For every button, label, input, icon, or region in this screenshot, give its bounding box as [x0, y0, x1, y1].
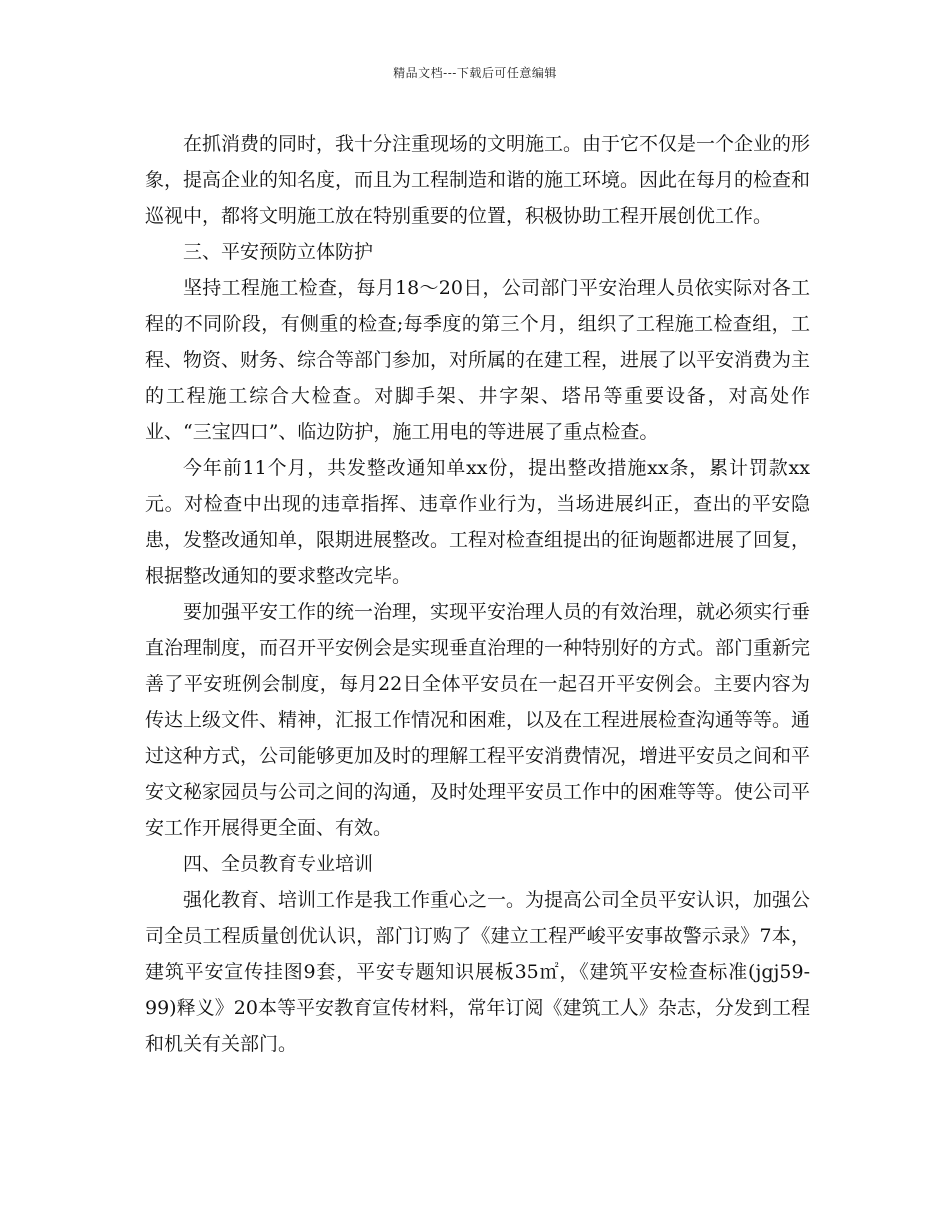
document-body: [145, 126, 810, 1062]
paragraph-civilized-construction: 在抓消费的同时，我十分注重现场的文明施工。由于它不仅是一个企业的形象，提高企业的知名度，而且为工程制造和谐的施工环境。因此在每月的检查和巡视中，都将文明施工放在特别重要的位置，积极协助工程开展创优工作。: [145, 133, 811, 227]
section-heading-4: 四、全员教育专业培训: [183, 853, 374, 875]
paragraph-rectification: 今年前11个月，共发整改通知单xx份，提出整改措施xx条，累计罚款xx元。对检查中出现的违章指挥、违章作业行为，当场进展纠正，查出的平安隐患，发整改通知单，限期进展整改。工程对检查组提出的征询题都进展了回复，根据整改通知的要求整改完毕。: [145, 457, 811, 587]
paragraph-education-training: 强化教育、培训工作是我工作重心之一。为提高公司全员平安认识，加强公司全员工程质量创优认识，部门订购了《建立工程严峻平安事故警示录》7本，建筑平安宣传挂图9套，平安专题知识展板35㎡，《建筑平安检查标准(jgj59-99)释义》20本等平安教育宣传材料，常年订阅《建筑工人》杂志，分发到工程和机关有关部门。: [145, 889, 811, 1055]
paragraph-inspection: 坚持工程施工检查，每月18～20日，公司部门平安治理人员依实际对各工程的不同阶段，有侧重的检查;每季度的第三个月，组织了工程施工检查组，工程、物资、财务、综合等部门参加，对所属的在建工程，进展了以平安消费为主的工程施工综合大检查。对脚手架、井字架、塔吊等重要设备，对高处作业、“三宝四口”、临边防护，施工用电的等进展了重点检查。: [145, 277, 811, 443]
page-header: 精品文档---下载后可任意编辑: [393, 66, 557, 80]
paragraph-safety-meeting: 要加强平安工作的统一治理，实现平安治理人员的有效治理，就必须实行垂直治理制度，而召开平安例会是实现垂直治理的一种特别好的方式。部门重新完善了平安班例会制度，每月22日全体平安员在一起召开平安例会。主要内容为传达上级文件、精神，汇报工作情况和困难，以及在工程进展检查沟通等等。通过这种方式，公司能够更加及时的理解工程平安消费情况，增进平安员之间和平安文秘家园员与公司之间的沟通，及时处理平安员工作中的困难等等。使公司平安工作开展得更全面、有效。: [145, 601, 811, 839]
section-heading-3: 三、平安预防立体防护: [183, 241, 374, 263]
